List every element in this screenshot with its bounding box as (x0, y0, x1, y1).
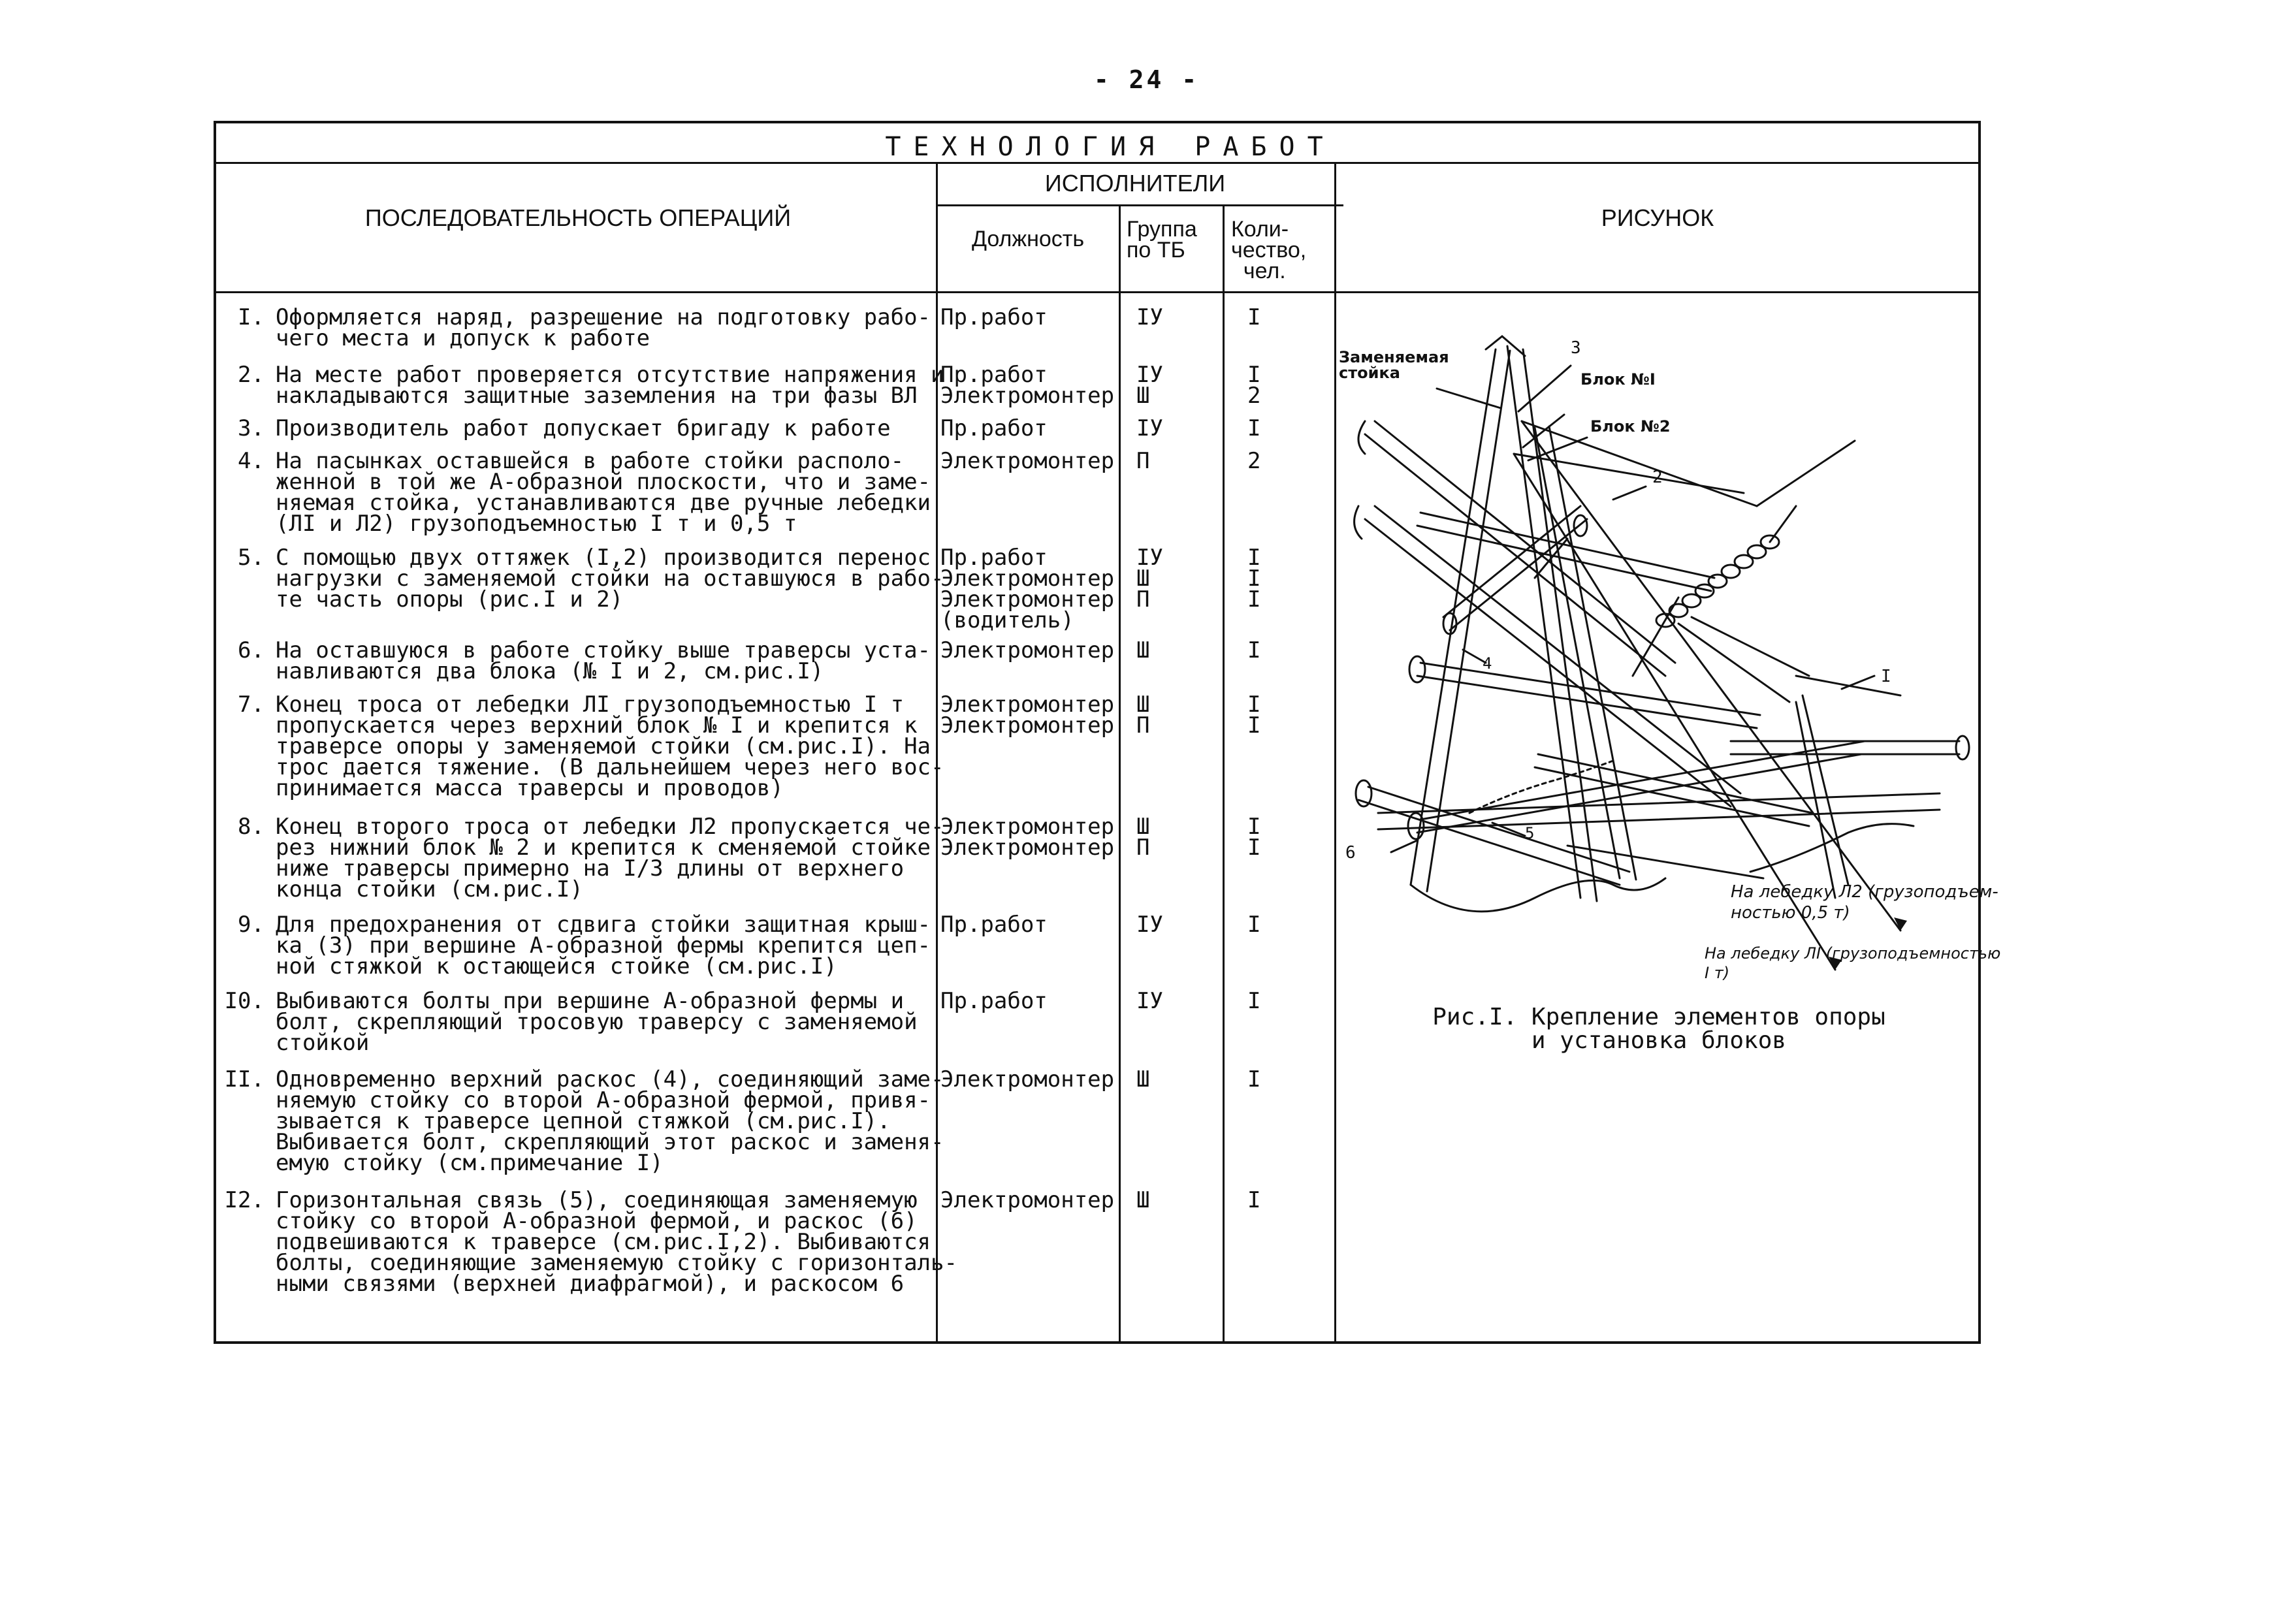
performer-group: Ш (1136, 1066, 1150, 1092)
operation-text: Одновременно верхний раскос (4), соединяющий заме- няемую стойку со второй А-образной фермой, привя- зывается к траверсе цепной стяжкой (см.рис.I). Выбивается болт, скрепляющий этот раскос и заменя- емую стойку (см.примечание I) (276, 1066, 944, 1176)
operation-text: На месте работ проверяется отсутствие напряжения и накладываются защитные заземления на три фазы ВЛ (276, 362, 944, 409)
header-position: Должность (971, 227, 1085, 251)
performer-count: 2 (1247, 448, 1261, 474)
operation-number: 7. (238, 692, 265, 718)
table-title: ТЕХНОЛОГИЯ РАБОТ (885, 132, 1336, 162)
performer-count: I I (1247, 814, 1261, 861)
operation-number: 9. (238, 912, 265, 938)
performer-group: Ш П (1136, 814, 1150, 861)
label-1: I (1881, 667, 1891, 686)
performer-group: Ш (1136, 637, 1150, 663)
header-bottom-divider (214, 291, 1981, 293)
performer-count: I (1247, 912, 1261, 938)
label-block1: Блок №I (1580, 370, 1656, 389)
label-replaced-post: Заменяемая стойка (1339, 348, 1449, 382)
operation-text: На пасынках оставшейся в работе стойки располо- женной в той же А-образной плоскости, что и заме- няемая стойка, устанавливаются две ручные лебедки (ЛI и Л2) грузоподъемностью I т и 0,5 т (276, 448, 931, 537)
label-5: 5 (1525, 824, 1535, 842)
performer-position: Электромонтер (940, 1066, 1115, 1092)
performer-count: I I (1247, 692, 1261, 739)
operation-text: Конец второго троса от лебедки Л2 пропускается че- рез нижний блок № 2 и крепится к сменяемой стойке ниже траверсы примерно на I/3 длины от верхнего конца стойки (см.рис.I) (276, 814, 944, 902)
performer-count: I (1247, 988, 1261, 1014)
performer-count: I I I (1247, 545, 1261, 613)
performer-position: Электромонтер (940, 637, 1115, 663)
operation-text: С помощью двух оттяжек (I,2) производится перенос нагрузки с заменяемой стойки на оставшуюся в рабо- те часть опоры (рис.I и 2) (276, 545, 944, 613)
performer-position: Пр.работ Электромонтер Электромонтер (водитель) (940, 545, 1115, 633)
support-diagram (1339, 310, 2001, 1022)
header-figure: РИСУНОК (1601, 204, 1714, 231)
performer-position: Электромонтер (940, 1187, 1115, 1213)
performer-position: Пр.работ (940, 912, 1048, 938)
label-4: 4 (1483, 654, 1492, 673)
operation-number: 5. (238, 545, 265, 571)
header-performers: ИСПОЛНИТЕЛИ (1044, 170, 1226, 197)
performer-position: Электромонтер (940, 448, 1115, 474)
performer-count: I (1247, 415, 1261, 441)
operation-number: I2. (224, 1187, 265, 1213)
operation-number: 4. (238, 448, 265, 474)
operation-number: I. (238, 304, 265, 330)
page-number: - 24 - (1093, 65, 1200, 94)
col-divider-count (1334, 162, 1336, 1344)
col-divider-group (1223, 204, 1225, 1344)
operation-number: 2. (238, 362, 265, 388)
operation-number: II. (224, 1066, 265, 1092)
performer-count: I (1247, 1187, 1261, 1213)
performer-group: IУ (1136, 988, 1163, 1014)
label-6: 6 (1345, 843, 1356, 863)
performer-position: Пр.работ Электромонтер (940, 362, 1115, 409)
performer-position: Электромонтер Электромонтер (940, 692, 1115, 739)
operation-number: 8. (238, 814, 265, 840)
figure-caption: Рис.I. Крепление элементов опоры и установка блоков (1432, 1004, 1885, 1054)
col-divider-position (1119, 204, 1121, 1344)
performer-position: Электромонтер Электромонтер (940, 814, 1115, 861)
header-group: Группа по ТБ (1127, 217, 1197, 263)
performer-group: IУ (1136, 912, 1163, 938)
operation-text: Оформляется наряд, разрешение на подготовку рабо- чего места и допуск к работе (276, 304, 931, 351)
label-block2: Блок №2 (1590, 417, 1671, 436)
performer-position: Пр.работ (940, 304, 1048, 330)
operation-text: Конец троса от лебедки ЛI грузоподъемностью I т пропускается через верхний блок № I и крепится к траверсе опоры у заменяемой стойки (см.рис.I). На трос дается тяжение. (В дальнейшем через него вос- принимается масса траверсы и проводов) (276, 692, 944, 801)
performer-group: П (1136, 448, 1150, 474)
performer-count: I (1247, 1066, 1261, 1092)
performer-group: Ш П (1136, 692, 1150, 739)
operation-number: I0. (224, 988, 265, 1014)
operation-number: 3. (238, 415, 265, 441)
performers-divider (936, 204, 1343, 206)
label-winch1: На лебедку ЛI (грузоподъемностью I т) (1705, 944, 2001, 982)
performer-group: IУ Ш (1136, 362, 1163, 409)
performer-position: Пр.работ (940, 988, 1048, 1014)
operation-text: На оставшуюся в работе стойку выше траверсы уста- навливаются два блока (№ I и 2, см.рис.I) (276, 637, 931, 684)
performer-group: IУ Ш П (1136, 545, 1163, 613)
header-count: Коли- чество, чел. (1231, 217, 1307, 283)
performer-group: IУ (1136, 415, 1163, 441)
operation-number: 6. (238, 637, 265, 663)
label-3: 3 (1571, 338, 1581, 358)
operation-text: Горизонтальная связь (5), соединяющая заменяемую стойку со второй А-образной фермой, и раскос (6) подвешиваются к траверсе (см.рис.I,2). Выбиваются болты, соединяющие заменяемую стойку с горизонталь- ными связями (верхней диафрагмой), и раскосом 6 (276, 1187, 957, 1297)
operation-text: Производитель работ допускает бригаду к работе (276, 415, 891, 441)
performer-position: Пр.работ (940, 415, 1048, 441)
performer-count: I 2 (1247, 362, 1261, 409)
label-2: 2 (1652, 468, 1663, 487)
performer-count: I (1247, 304, 1261, 330)
operation-text: Выбиваются болты при вершине А-образной фермы и болт, скрепляющий тросовую траверсу с заменяемой стойкой (276, 988, 918, 1056)
header-sequence: ПОСЛЕДОВАТЕЛЬНОСТЬ ОПЕРАЦИЙ (364, 204, 792, 231)
performer-group: Ш (1136, 1187, 1150, 1213)
performer-group: IУ (1136, 304, 1163, 330)
title-divider (214, 162, 1981, 164)
operation-text: Для предохранения от сдвига стойки защитная крыш- ка (3) при вершине А-образной фермы крепится цеп- ной стяжкой к остающейся стойке (см.рис.I) (276, 912, 931, 979)
label-winch2: На лебедку Л2 (грузоподъем- ностью 0,5 т) (1731, 882, 1998, 923)
performer-count: I (1247, 637, 1261, 663)
